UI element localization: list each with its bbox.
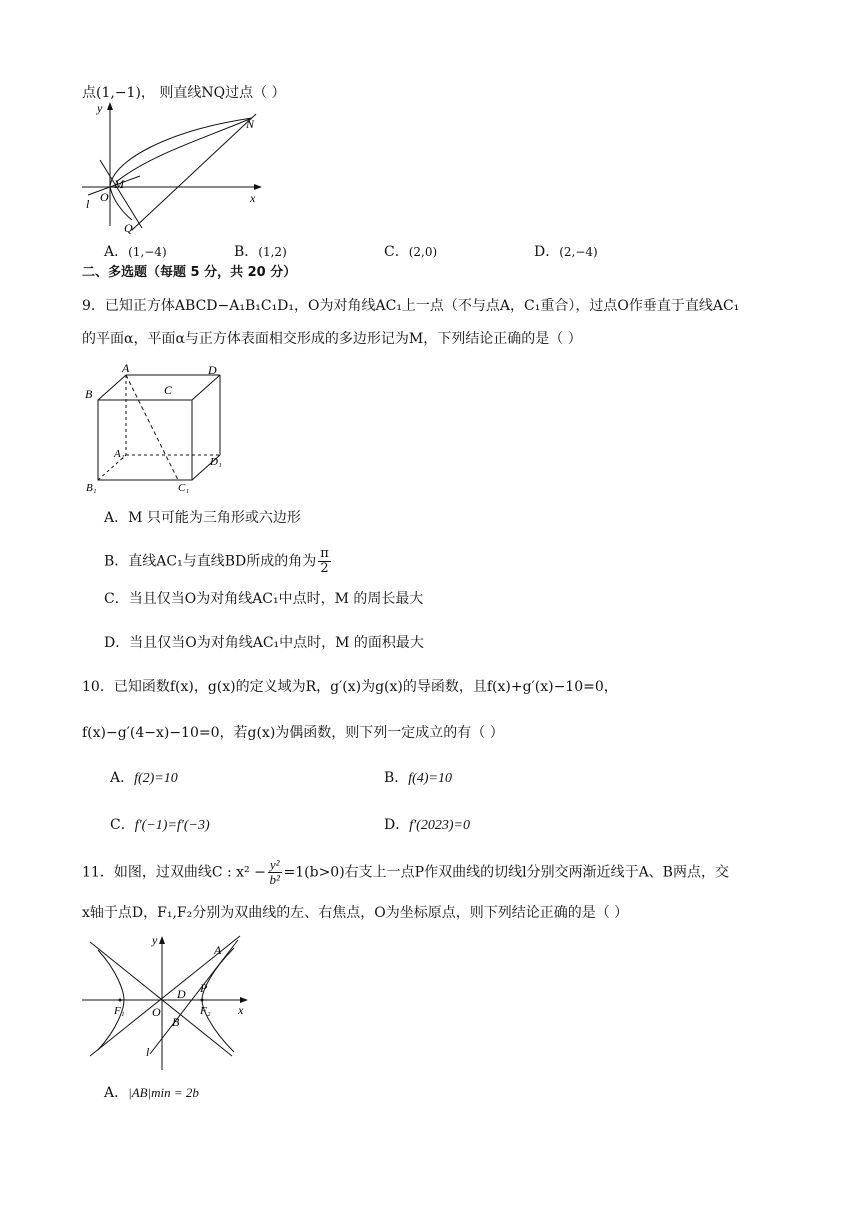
q11-fig-label-y: y	[152, 933, 158, 947]
q8-stem-tail: 点(1,−1)， 则直线NQ过点（ ）	[82, 85, 286, 101]
q9-option-b-fraction: $\frac{\pi}{2}$	[320, 546, 329, 576]
q11-fig-label-B: B	[172, 1015, 180, 1029]
q8-option-b[interactable]: B．(1,2)	[234, 244, 287, 260]
q9-fig-label-B: B	[85, 387, 93, 401]
q11-fig-label-D: D	[177, 987, 186, 1001]
q9-option-b[interactable]: B．直线AC₁与直线BD所成的角为 $\frac{\pi}{2}$	[104, 546, 329, 576]
q11-option-a[interactable]: A．|AB|min = 2b	[104, 1085, 199, 1101]
q11-hyperbola-figure	[82, 932, 262, 1076]
q11-fig-label-P: P	[200, 981, 208, 995]
q8-fig-label-M: M	[114, 177, 124, 191]
q11-stem-line2: x轴于点D，F₁,F₂分别为双曲线的左、右焦点，O为坐标原点，则下列结论正确的是（ ）	[82, 905, 629, 921]
q11-fraction: $\frac{\text{y²}}{\text{b²}}$	[269, 857, 280, 887]
q11-fig-label-O: O	[152, 1005, 161, 1019]
q9-stem-line1: 9．已知正方体ABCD−A₁B₁C₁D₁，O为对角线AC₁上一点（不与点A，C₁重合），过点O作垂直于直线AC₁	[82, 298, 740, 314]
q10-stem-line1: 10．已知函数f(x)，g(x)的定义域为R，g′(x)为g(x)的导函数，且f(x)+g′(x)−10=0，	[82, 679, 618, 695]
q11-fig-label-A: A	[214, 943, 222, 957]
q9-fig-label-C1: C₁	[178, 482, 190, 494]
q8-fig-label-l: l	[86, 197, 90, 211]
q9-option-c[interactable]: C．当且仅当O为对角线AC₁中点时，M 的周长最大	[104, 591, 424, 607]
q9-cube-figure	[80, 358, 240, 502]
q8-fig-label-N: N	[246, 117, 255, 131]
q8-option-d[interactable]: D．(2,−4)	[534, 244, 598, 260]
q11-fig-label-x: x	[238, 1003, 244, 1017]
q9-stem-line2: 的平面α，平面α与正方体表面相交形成的多边形记为M，下列结论正确的是（ ）	[82, 331, 582, 347]
q11-fig-label-F1: F₁	[114, 1005, 125, 1017]
q10-option-d[interactable]: D．f′(2023)=0	[384, 817, 470, 833]
q11-stem-line1: 11．如图，过双曲线C : x² − $\frac{\text{y²}}{\text{b²}}$ =1(b>0)右支上一点P作双曲线的切线l分别交两渐近线于A、B两点，交	[82, 857, 729, 887]
q8-fig-label-y: y	[97, 101, 103, 115]
q10-option-c[interactable]: C．f′(−1)=f′(−3)	[110, 817, 210, 833]
q9-option-d[interactable]: D．当且仅当O为对角线AC₁中点时，M 的面积最大	[104, 635, 424, 651]
q9-option-a[interactable]: A．M 只可能为三角形或六边形	[104, 510, 301, 526]
q9-fig-label-C: C	[164, 383, 173, 397]
q8-fig-label-x: x	[250, 191, 256, 205]
q8-option-a[interactable]: A．(1,−4)	[104, 244, 167, 260]
q10-stem-line2: f(x)−g′(4−x)−10=0，若g(x)为偶函数，则下列一定成立的有（ ）	[82, 725, 504, 741]
q8-fig-label-Q: Q	[124, 221, 133, 235]
q9-fig-label-D1: D₁	[210, 456, 222, 468]
q8-parabola-figure	[80, 100, 270, 244]
q9-fig-label-A: A	[122, 361, 130, 375]
q11-fig-label-F2: F₂	[200, 1005, 211, 1017]
q8-option-c[interactable]: C．(2,0)	[384, 244, 438, 260]
q9-fig-label-D: D	[208, 363, 217, 377]
q10-option-b[interactable]: B．f(4)=10	[384, 770, 452, 786]
q8-fig-label-O: O	[100, 190, 109, 204]
q9-fig-label-B1: B₁	[86, 482, 97, 494]
q10-option-a[interactable]: A．f(2)=10	[110, 770, 178, 786]
q9-fig-label-A1: A₁	[114, 448, 125, 460]
section-heading-multi-choice: 二、多选题（每题 5 分，共 20 分）	[82, 265, 297, 280]
q11-fig-label-l: l	[146, 1045, 150, 1059]
